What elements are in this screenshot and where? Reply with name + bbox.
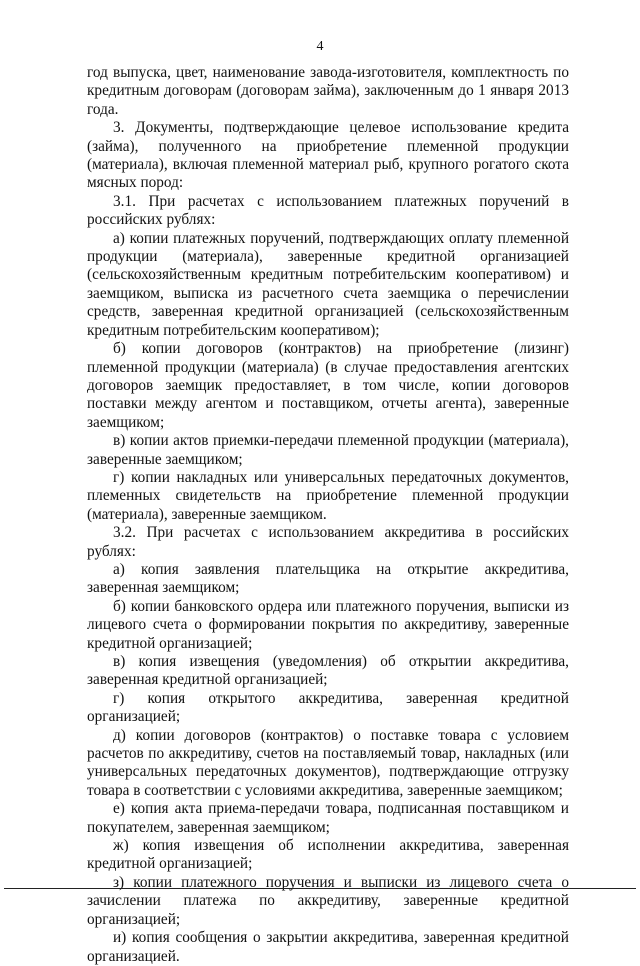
paragraph-item-3-1-b: б) копии договоров (контрактов) на приобретение (лизинг) племенной продукции (материала) (в случае предоставления агентских договоров заемщик предоставляет, в том числе, копии договоров поставки между агентом и поставщиком, отчеты агента), заверенные заемщиком; [87, 340, 569, 431]
paragraph-item-3-1-g: г) копии накладных или универсальных передаточных документов, племенных свидетельств на приобретение племенной продукции (материала), заверенные заемщиком. [87, 468, 569, 523]
paragraph-continuation: год выпуска, цвет, наименование завода-изготовителя, комплектность по кредитным договорам (договорам займа), заключенным до 1 января 2013 года. [87, 64, 569, 118]
document-body [87, 64, 569, 966]
paragraph-item-3-2-g: г) копия открытого аккредитива, заверенная кредитной организацией; [87, 689, 569, 726]
paragraph-item-3-2-e: е) копия акта приема-передачи товара, подписанная поставщиком и покупателем, заверенная заемщиком; [87, 800, 569, 836]
paragraph-item-3-2-zh: ж) копия извещения об исполнении аккредитива, заверенная кредитной организацией; [87, 837, 569, 873]
paragraph-item-3-1: 3.1. При расчетах с использованием платежных поручений в российских рублях: [87, 192, 569, 229]
paragraph-item-3-2-d: д) копии договоров (контрактов) о поставке товара с условием расчетов по аккредитиву, счетов на поставляемый товар, накладных (или универсальных передаточных документов), подтверждающие отгрузку товара в соответствии с условиями аккредитива, заверенные заемщиком; [87, 726, 569, 799]
paragraph-item-3-1-v: в) копии актов приемки-передачи племенной продукции (материала), заверенные заемщиком; [87, 432, 569, 468]
page-bottom-divider [4, 888, 636, 889]
paragraph-item-3-2-z: з) копии платежного поручения и выписки из лицевого счета о зачислении платежа по аккредитиву, заверенные кредитной организацией; [87, 873, 569, 928]
paragraph-item-3-1-a: а) копии платежных поручений, подтверждающих оплату племенной продукции (материала), заверенные кредитной организацией (сельскохозяйственным кредитным потребительским кооперативом) и заемщиком, выписка из расчетного счета заемщика о перечислении средств, заверенная кредитной организацией (сельскохозяйственным кредитным потребительским кооперативом); [87, 229, 569, 339]
page-number: 4 [316, 39, 324, 54]
paragraph-item-3: 3. Документы, подтверждающие целевое использование кредита (займа), полученного на приобретение племенной продукции (материала), включая племенной материал рыб, крупного рогатого скота мясных пород: [87, 119, 569, 192]
paragraph-item-3-2-v: в) копия извещения (уведомления) об открытии аккредитива, заверенная кредитной организацией; [87, 653, 569, 689]
paragraph-item-3-2-a: а) копия заявления плательщика на открытие аккредитива, заверенная заемщиком; [87, 560, 569, 597]
paragraph-item-3-2-b: б) копии банковского ордера или платежного поручения, выписки из лицевого счета о формировании покрытия по аккредитиву, заверенные кредитной организацией; [87, 597, 569, 652]
paragraph-item-3-2: 3.2. При расчетах с использованием аккредитива в российских рублях: [87, 524, 569, 560]
paragraph-item-3-2-i: и) копия сообщения о закрытии аккредитива, заверенная кредитной организацией. [87, 929, 569, 965]
